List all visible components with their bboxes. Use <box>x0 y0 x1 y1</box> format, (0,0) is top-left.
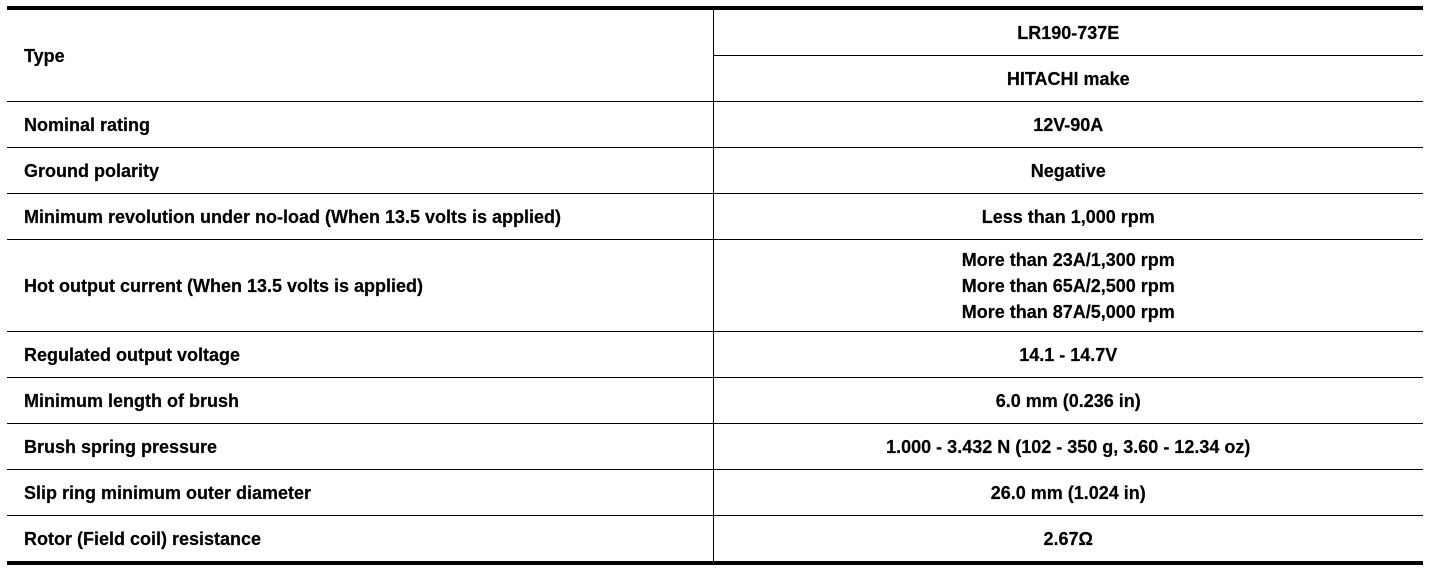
row-value: HITACHI make <box>713 56 1423 102</box>
row-label: Brush spring pressure <box>7 424 713 470</box>
row-value: Negative <box>713 148 1423 194</box>
value-line: More than 23A/1,300 rpm <box>961 249 1175 270</box>
table-row <box>7 240 1423 332</box>
row-value: 1.000 - 3.432 N (102 - 350 g, 3.60 - 12.34 oz) <box>713 424 1423 470</box>
table-row <box>7 332 1423 378</box>
row-value: 2.67Ω <box>713 516 1423 564</box>
row-label: Minimum length of brush <box>7 378 713 424</box>
row-label: Type <box>7 8 713 102</box>
table-row <box>7 102 1423 148</box>
row-label: Regulated output voltage <box>7 332 713 378</box>
value-line: More than 87A/5,000 rpm <box>961 301 1175 322</box>
table-row <box>7 194 1423 240</box>
row-value: Less than 1,000 rpm <box>713 194 1423 240</box>
table-row <box>7 424 1423 470</box>
table-row <box>7 470 1423 516</box>
row-value: 12V-90A <box>713 102 1423 148</box>
row-value: LR190-737E <box>713 8 1423 56</box>
row-value: 14.1 - 14.7V <box>713 332 1423 378</box>
table-row <box>7 148 1423 194</box>
row-label: Ground polarity <box>7 148 713 194</box>
alternator-spec-table <box>7 6 1423 565</box>
row-value: 6.0 mm (0.236 in) <box>713 378 1423 424</box>
table-row <box>7 8 1423 56</box>
row-label: Nominal rating <box>7 102 713 148</box>
row-label: Slip ring minimum outer diameter <box>7 470 713 516</box>
row-label: Hot output current (When 13.5 volts is applied) <box>7 240 713 332</box>
row-value: 26.0 mm (1.024 in) <box>713 470 1423 516</box>
table-row <box>7 516 1423 564</box>
row-label: Minimum revolution under no-load (When 13.5 volts is applied) <box>7 194 713 240</box>
row-value <box>713 240 1423 332</box>
row-label: Rotor (Field coil) resistance <box>7 516 713 564</box>
table-row <box>7 378 1423 424</box>
value-line: More than 65A/2,500 rpm <box>961 275 1175 296</box>
